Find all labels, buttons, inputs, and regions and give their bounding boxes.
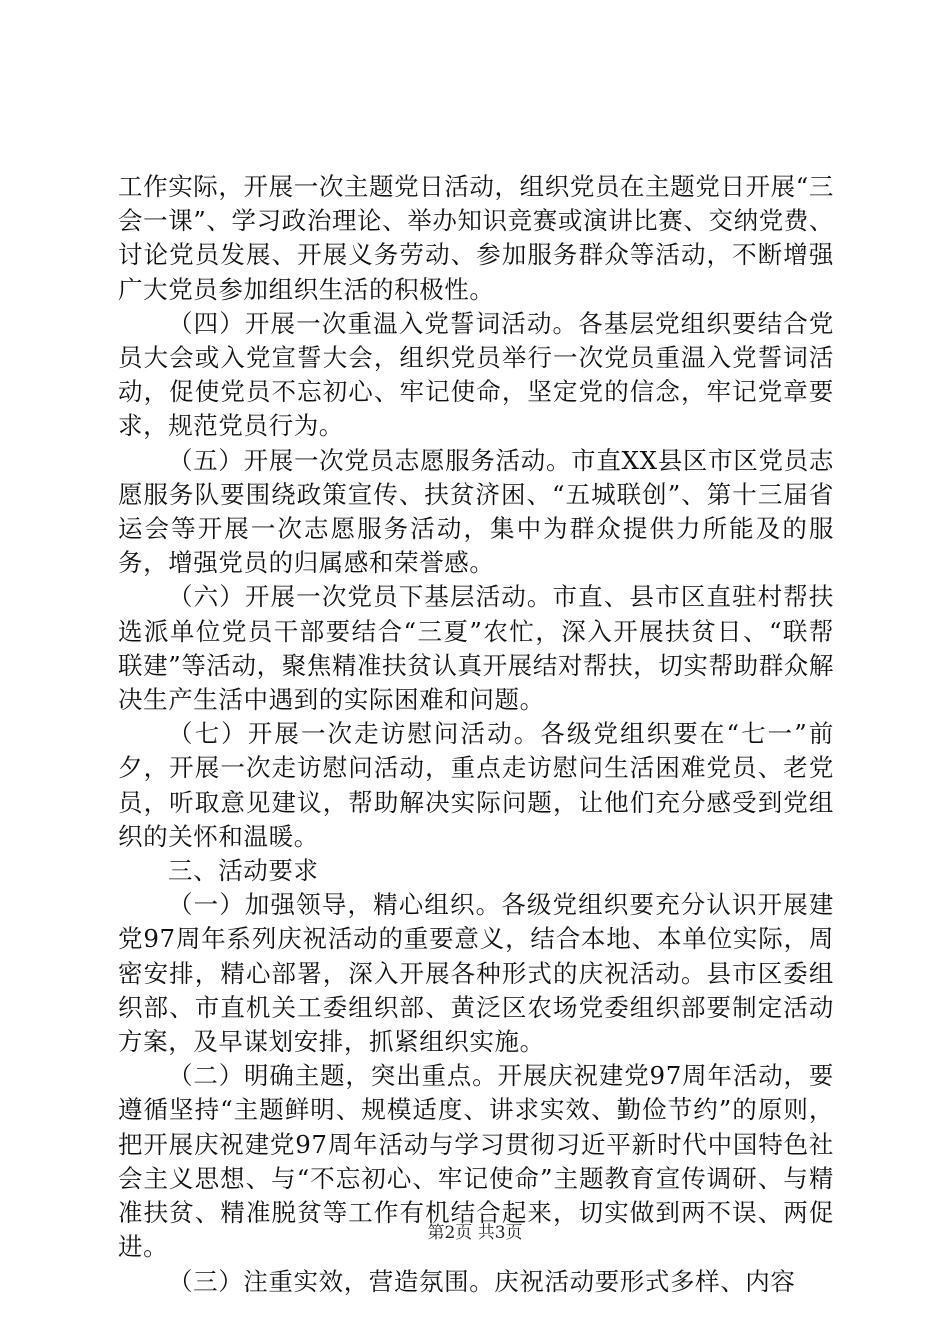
paragraph-item-5: （五）开展一次党员志愿服务活动。市直XX县区市区党员志愿服务队要围绕政策宣传、扶贫济困、“五城联创”、第十三届省运会等开展一次志愿服务活动，集中为群众提供力所能及的服务，增强党员的归属感和荣誉感。 xyxy=(118,445,834,578)
section-heading-3: 三、活动要求 xyxy=(168,856,319,886)
paragraph-requirement-1: （一）加强领导，精心组织。各级党组织要充分认识开展建党97周年系列庆祝活动的重要意义，结合本地、本单位实际，周密安排，精心部署，深入开展各种形式的庆祝活动。县市区委组织部、市直机关工委组织部、黄泛区农场党委组织部要制定活动方案，及早谋划安排，抓紧组织实施。 xyxy=(118,890,834,1057)
paragraph-requirement-3: （三）注重实效，营造氛围。庆祝活动要形式多样、内容 xyxy=(168,1266,796,1296)
paragraph-continued: 工作实际，开展一次主题党日活动，组织党员在主题党日开展“三会一课”、学习政治理论、举办知识竞赛或演讲比赛、交纳党费、讨论党员发展、开展义务劳动、参加服务群众等活动，不断增强广大党员参加组织生活的积极性。 xyxy=(118,172,834,304)
document-body xyxy=(118,170,834,1299)
page-number-label: 第2页 共3页 xyxy=(427,1223,523,1243)
paragraph-item-6: （六）开展一次党员下基层活动。市直、县市区直驻村帮扶选派单位党员干部要结合“三夏”农忙，深入开展扶贫日、“联帮联建”等活动，聚焦精准扶贫认真开展结对帮扶，切实帮助群众解决生产生活中遇到的实际困难和问题。 xyxy=(118,582,834,715)
paragraph-item-4: （四）开展一次重温入党誓词活动。各基层党组织要结合党员大会或入党宣誓大会，组织党员举行一次党员重温入党誓词活动，促使党员不忘初心、牢记使命，坚定党的信念，牢记党章要求，规范党员行为。 xyxy=(118,308,834,441)
paragraph-requirement-2: （二）明确主题，突出重点。开展庆祝建党97周年活动，要遵循坚持“主题鲜明、规模适度、讲求实效、勤俭节约”的原则，把开展庆祝建党97周年活动与学习贯彻习近平新时代中国特色社会主义思想、与“不忘初心、牢记使命”主题教育宣传调研、与精准扶贫、精准脱贫等工作有机结合起来，切实做到两不误、两促进。 xyxy=(118,1061,834,1262)
paragraph-item-7: （七）开展一次走访慰问活动。各级党组织要在“七一”前夕，开展一次走访慰问活动，重点走访慰问生活困难党员、老党员，听取意见建议，帮助解决实际问题，让他们充分感受到党组织的关怀和温暖。 xyxy=(118,719,834,851)
page-footer xyxy=(0,1218,950,1243)
